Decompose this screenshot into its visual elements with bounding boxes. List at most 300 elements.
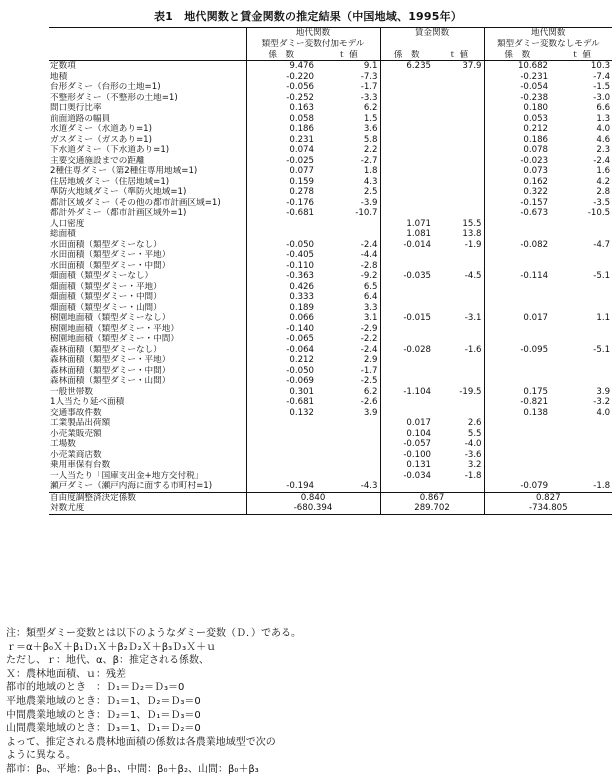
note-line: 山間農業地域のとき：Ｄ₃＝1、Ｄ₁＝Ｄ₂＝0 [6, 723, 201, 735]
footer-label: 対数尤度 [49, 503, 246, 514]
row-label: 水田面積（類型ダミーなし） [49, 240, 246, 251]
tval-cell [316, 460, 380, 471]
table-row [49, 156, 612, 167]
coef-cell [380, 261, 433, 272]
row-label: 都計外ダミー（都市計画区域外=1) [49, 208, 246, 219]
coef-cell: -0.238 [520, 92, 549, 103]
tval-cell: 4.0 [596, 407, 611, 418]
tval-cell: 1.8 [316, 166, 380, 177]
tval-cell: 2.2 [316, 145, 380, 156]
footer-value: 289.702 [380, 503, 484, 514]
table-row [49, 418, 612, 429]
row-label: ガスダミー（ガスあり=1) [49, 135, 246, 146]
tval-cell: -2.9 [316, 324, 380, 335]
tval-cell: 2.3 [596, 145, 611, 155]
tval-cell [433, 145, 484, 156]
coef-cell: -0.057 [403, 439, 432, 449]
coef-cell [246, 439, 316, 450]
coef-cell [246, 450, 316, 461]
coef-cell [484, 334, 550, 345]
tval-cell [433, 208, 484, 219]
table-body [49, 61, 612, 493]
table-row [49, 72, 612, 83]
coef-cell: 0.333 [289, 292, 314, 302]
tval-cell [433, 303, 484, 314]
tval-cell: -19.5 [433, 387, 484, 398]
row-label: 乗用車保有台数 [49, 460, 246, 471]
coef-cell [484, 471, 550, 482]
table-row [49, 292, 612, 303]
tval-cell [550, 418, 612, 429]
table-row [49, 334, 612, 345]
coef-cell: 0.212 [289, 355, 314, 365]
coef-cell: 1.081 [406, 229, 432, 239]
table-row [49, 250, 612, 261]
coef-cell [380, 124, 433, 135]
tval-cell: -10.5 [587, 208, 611, 218]
row-label: 畑面積（類型ダミー・中間） [49, 292, 246, 303]
coef-cell [484, 460, 550, 471]
tval-cell: 5.5 [433, 429, 484, 440]
table-row [49, 114, 612, 125]
coef-cell [484, 439, 550, 450]
tval-cell [550, 219, 612, 230]
tval-cell [433, 376, 484, 387]
coef-cell: 0.058 [289, 113, 314, 124]
tval-cell [433, 177, 484, 188]
coef-cell: -0.110 [286, 260, 314, 271]
row-label: 畑面積（類型ダミーなし） [49, 271, 246, 282]
tval-cell: 6.6 [596, 103, 611, 113]
tval-cell: 4.0 [596, 124, 611, 134]
tval-cell: -3.9 [316, 198, 380, 209]
table-row [49, 303, 612, 314]
row-label: 樹園地面積（類型ダミーなし） [49, 313, 246, 324]
row-label: 地積 [49, 72, 246, 83]
row-label: 2種住専ダミー（第2種住専用地域=1) [49, 166, 246, 177]
tval-cell [433, 135, 484, 146]
coef-cell [380, 292, 433, 303]
coef-cell [380, 93, 433, 104]
table-row [49, 198, 612, 209]
footer-value: -734.805 [484, 503, 612, 514]
tval-cell: 6.4 [316, 292, 380, 303]
tval-cell: 3.1 [316, 313, 380, 324]
coef-cell: -0.363 [286, 271, 314, 281]
coef-cell: -0.157 [520, 197, 549, 208]
tval-cell [550, 334, 612, 345]
tval-cell [433, 334, 484, 345]
tval-cell [433, 93, 484, 104]
tval-cell [433, 82, 484, 93]
header-row-3 [49, 50, 612, 61]
table-row [49, 376, 612, 387]
coef-cell: -0.220 [286, 71, 314, 82]
row-label: 不整形ダミー（不整形の土地=1) [49, 93, 246, 104]
coef-cell: -0.069 [286, 376, 314, 386]
tval-cell: 37.9 [433, 61, 484, 72]
table-row [49, 408, 612, 419]
table-row [49, 324, 612, 335]
tval-cell: -4.7 [593, 239, 611, 250]
coef-cell: 9.476 [289, 61, 314, 71]
coef-cell [380, 166, 433, 177]
tval-cell: -4.5 [433, 271, 484, 282]
coef-cell: -0.014 [403, 239, 432, 250]
tval-cell [550, 376, 612, 387]
coef-cell [380, 250, 433, 261]
table-row [49, 145, 612, 156]
table-row [49, 439, 612, 450]
coef-cell: 0.074 [289, 145, 314, 155]
tval-cell [550, 439, 612, 450]
coef-cell [484, 376, 550, 387]
coef-cell: 0.104 [406, 428, 432, 439]
tval-cell: 1.1 [596, 313, 611, 323]
row-label: 森林面積（類型ダミー・山間） [49, 376, 246, 387]
coef-cell: 0.186 [523, 134, 549, 145]
tval-cell [316, 418, 380, 429]
coef-cell: 0.278 [289, 187, 314, 197]
tval-cell: -1.6 [433, 345, 484, 356]
row-label: 台形ダミー（台形の土地=1) [49, 82, 246, 93]
coef-cell [484, 250, 550, 261]
coef-cell: 0.159 [289, 176, 314, 187]
tval-cell [316, 471, 380, 482]
coef-cell: -0.681 [286, 397, 314, 407]
table-row [49, 355, 612, 366]
coef-cell: -1.104 [403, 386, 432, 397]
coef-cell: -0.095 [520, 344, 549, 355]
row-label: 一人当たり「国庫支出金+地方交付税」 [49, 471, 246, 482]
coef-cell [484, 261, 550, 272]
tval-cell: 3.2 [433, 460, 484, 471]
tval-cell: 1.5 [316, 114, 380, 125]
coef-cell [484, 429, 550, 440]
tval-cell: 10.3 [590, 61, 611, 71]
tval-cell: -3.6 [433, 450, 484, 461]
tval-cell: 1.6 [596, 166, 611, 176]
coef-cell: -0.114 [520, 271, 549, 281]
coef-cell [484, 292, 550, 303]
tval-cell: -3.0 [593, 92, 611, 103]
coef-cell [380, 156, 433, 167]
row-label: 水道ダミー（水道あり=1) [49, 124, 246, 135]
note-line: 都市：β₀、平地：β₀＋β₁、中間：β₀＋β₂、山間：β₀＋β₃ [6, 763, 259, 775]
table-row [49, 208, 612, 219]
tval-cell [433, 103, 484, 114]
table-row [49, 219, 612, 230]
coef-cell: 0.212 [523, 124, 549, 134]
note-line: ｒ＝α＋β₀Ｘ＋β₁Ｄ₁Ｘ＋β₂Ｄ₂Ｘ＋β₃Ｄ₃Ｘ＋ｕ [6, 641, 217, 653]
tval-cell: -5.1 [593, 271, 611, 281]
tval-cell [550, 324, 612, 335]
row-label: 瀬戸ダミー（瀬戸内海に面する市町村=1) [49, 481, 246, 492]
coef-cell: 1.071 [406, 218, 432, 229]
coef-cell [380, 376, 433, 387]
tval-cell [433, 124, 484, 135]
note-line: Ｘ：農林地面積、ｕ：残差 [6, 668, 126, 680]
tval-cell: -2.4 [316, 240, 380, 251]
row-label: 都計区域ダミー（その他の都市計画区域=1) [49, 198, 246, 209]
tval-header: ｔ 値 [550, 50, 612, 61]
footer-value: 0.867 [380, 492, 484, 503]
coef-cell [484, 282, 550, 293]
table-row [49, 313, 612, 324]
coef-cell [380, 303, 433, 314]
tval-cell [433, 408, 484, 419]
coef-cell: -0.035 [403, 271, 432, 281]
coef-cell [246, 229, 316, 240]
tval-cell [550, 471, 612, 482]
tval-cell: -1.7 [316, 82, 380, 93]
tval-cell: 4.6 [596, 134, 611, 145]
coef-cell: 0.132 [289, 407, 314, 418]
group2-header: 賃金関数 [380, 28, 484, 39]
header-row-2 [49, 39, 612, 50]
row-label: 総面積 [49, 229, 246, 240]
row-label: 工業製品出荷額 [49, 418, 246, 429]
coef-cell [380, 82, 433, 93]
tval-cell: 6.2 [316, 103, 380, 114]
tval-cell: 3.3 [316, 303, 380, 314]
table-row [49, 345, 612, 356]
tval-cell [550, 460, 612, 471]
coef-cell: -0.050 [286, 239, 314, 250]
tval-cell [316, 429, 380, 440]
coef-cell [380, 397, 433, 408]
tval-cell [433, 250, 484, 261]
table-row [49, 261, 612, 272]
tval-cell [433, 198, 484, 209]
coef-cell: -0.050 [286, 365, 314, 376]
row-label: 畑面積（類型ダミー・山間） [49, 303, 246, 314]
row-label: 住居地域ダミー（住居地域=1) [49, 177, 246, 188]
tval-cell: -2.4 [316, 345, 380, 356]
group3-subheader: 類型ダミー変数なしモデル [496, 38, 600, 49]
coef-cell [380, 72, 433, 83]
coef-cell: -0.082 [520, 239, 549, 250]
tval-cell: -2.8 [316, 261, 380, 272]
coef-cell: 0.301 [289, 386, 314, 397]
coef-cell: -0.065 [286, 334, 314, 344]
tval-cell: -2.4 [593, 155, 611, 166]
row-label: 森林面積（類型ダミー・中間） [49, 366, 246, 377]
coef-cell [484, 450, 550, 461]
table-row [49, 93, 612, 104]
coef-cell [484, 229, 550, 240]
coef-cell: 0.131 [406, 460, 432, 470]
tval-cell: -3.3 [316, 93, 380, 104]
table-row [49, 177, 612, 188]
coef-cell [380, 177, 433, 188]
tval-header: ｔ 値 [433, 50, 484, 61]
row-label: 小売業商店数 [49, 450, 246, 461]
footer-value: 0.840 [246, 492, 380, 503]
tval-cell: -1.7 [316, 366, 380, 377]
coef-cell: -0.673 [520, 208, 549, 218]
table-footer [49, 492, 612, 514]
tval-cell [550, 282, 612, 293]
table-row [49, 397, 612, 408]
table-row [49, 82, 612, 93]
table-row [49, 460, 612, 471]
coef-cell: 0.175 [523, 386, 549, 397]
row-label: 工場数 [49, 439, 246, 450]
coef-cell [380, 187, 433, 198]
coef-cell: 0.078 [523, 145, 549, 155]
tval-cell: -2.7 [316, 156, 380, 167]
table-row [49, 124, 612, 135]
tval-cell: -9.2 [316, 271, 380, 282]
coef-cell: -0.681 [286, 208, 314, 218]
row-label: 準防火地域ダミー（準防火地域=1) [49, 187, 246, 198]
coef-header: 係 数 [484, 50, 550, 61]
tval-cell: -1.9 [433, 240, 484, 251]
tval-cell [433, 187, 484, 198]
tval-cell [550, 355, 612, 366]
tval-cell: 2.9 [316, 355, 380, 366]
row-label: 交通事故件数 [49, 408, 246, 419]
coef-cell: 0.053 [523, 113, 549, 124]
coef-cell [380, 481, 433, 492]
tval-cell [433, 156, 484, 167]
coef-cell: -0.100 [403, 449, 432, 460]
tval-cell: -1.8 [433, 471, 484, 482]
coef-cell: 0.138 [523, 407, 549, 418]
tval-cell [433, 166, 484, 177]
tval-cell [316, 229, 380, 240]
tval-cell [433, 397, 484, 408]
coef-cell [380, 355, 433, 366]
coef-cell: 0.073 [523, 166, 549, 176]
coef-cell [380, 145, 433, 156]
table-row [49, 61, 612, 72]
coef-cell [246, 418, 316, 429]
coef-cell: -0.194 [286, 481, 314, 491]
note-line: よって、推定される農林地面積の係数は各農業地域型で次の [6, 736, 276, 748]
coef-cell: 0.426 [289, 281, 314, 292]
coef-cell [484, 355, 550, 366]
row-label: 主要交通施設までの距離 [49, 156, 246, 167]
tval-cell: 6.2 [316, 387, 380, 398]
table-row [49, 240, 612, 251]
coef-cell: -0.025 [286, 155, 314, 166]
tval-cell [433, 366, 484, 377]
coef-cell [380, 103, 433, 114]
note-line: 中間農業地域のとき：Ｄ₂＝1、Ｄ₁＝Ｄ₃＝0 [6, 709, 201, 721]
coef-cell [246, 471, 316, 482]
coef-cell [484, 324, 550, 335]
coef-cell: -0.231 [520, 71, 549, 82]
tval-cell: 2.8 [596, 187, 611, 197]
coef-cell [380, 208, 433, 219]
tval-cell [550, 292, 612, 303]
table-row [49, 366, 612, 377]
footer-value: 0.827 [484, 492, 612, 503]
row-label: 樹園地面積（類型ダミー・中間） [49, 334, 246, 345]
note-line: 都市的地域のとき ：Ｄ₁＝Ｄ₂＝Ｄ₃＝0 [6, 682, 185, 694]
tval-cell [433, 481, 484, 492]
coef-cell: 0.189 [289, 302, 314, 313]
footer-label: 自由度調整済決定係数 [49, 492, 246, 503]
table-row [49, 471, 612, 482]
footer-row [49, 492, 612, 503]
tval-cell: -4.0 [433, 439, 484, 450]
row-label: 水田面積（類型ダミー・中間） [49, 261, 246, 272]
tval-cell: 2.6 [433, 418, 484, 429]
coef-cell: -0.028 [403, 344, 432, 355]
coef-cell: -0.034 [403, 470, 432, 481]
row-label: 畑面積（類型ダミー・平地） [49, 282, 246, 293]
coef-cell: -0.079 [520, 481, 549, 491]
coef-cell: -0.821 [520, 397, 549, 407]
coef-cell: -0.023 [520, 155, 549, 166]
row-label: 間口奥行比率 [49, 103, 246, 114]
tval-cell: -5.1 [593, 344, 611, 355]
row-label: 森林面積（類型ダミー・平地） [49, 355, 246, 366]
coef-cell: 0.077 [289, 166, 314, 176]
tval-cell: 3.9 [316, 408, 380, 419]
coef-header: 係 数 [246, 50, 316, 61]
coef-cell [380, 135, 433, 146]
tval-cell: 2.5 [316, 187, 380, 198]
table-row [49, 187, 612, 198]
tval-cell: -4.3 [316, 481, 380, 492]
coef-cell [380, 324, 433, 335]
tval-cell [550, 261, 612, 272]
table-row [49, 135, 612, 146]
note-line: ように異なる。 [6, 750, 76, 762]
tval-cell: -10.7 [316, 208, 380, 219]
table-row [49, 450, 612, 461]
coef-cell [484, 303, 550, 314]
footer-value: -680.394 [246, 503, 380, 514]
tval-cell: -1.5 [593, 82, 611, 92]
table-row [49, 103, 612, 114]
coef-header: 係 数 [380, 50, 433, 61]
row-label: 森林面積（類型ダミーなし） [49, 345, 246, 356]
tval-cell: -2.5 [316, 376, 380, 387]
tval-cell: 5.8 [316, 135, 380, 146]
coef-cell: -0.064 [286, 344, 314, 355]
estimation-results-table [49, 27, 612, 515]
coef-cell [246, 219, 316, 230]
table-row [49, 481, 612, 492]
coef-cell: 0.180 [523, 103, 549, 113]
coef-cell: -0.252 [286, 92, 314, 103]
group3-header: 地代関数 [484, 28, 612, 39]
tval-cell [433, 324, 484, 335]
tval-cell [433, 72, 484, 83]
group1-subheader: 類型ダミー変数付加モデル [246, 39, 380, 50]
tval-cell [316, 439, 380, 450]
table-row [49, 271, 612, 282]
row-label: 下水道ダミー（下水道あり=1) [49, 145, 246, 156]
coef-cell: -0.054 [520, 82, 549, 92]
tval-cell: 3.9 [596, 386, 611, 397]
tval-cell [433, 282, 484, 293]
coef-cell: -0.405 [286, 250, 314, 260]
coef-cell: 0.066 [289, 313, 314, 323]
row-label: 水田面積（類型ダミー・平地） [49, 250, 246, 261]
tval-cell: -2.2 [316, 334, 380, 345]
tval-cell [433, 355, 484, 366]
table-row [49, 429, 612, 440]
tval-cell [316, 219, 380, 230]
coef-cell: -0.176 [286, 197, 314, 208]
tval-cell [550, 303, 612, 314]
